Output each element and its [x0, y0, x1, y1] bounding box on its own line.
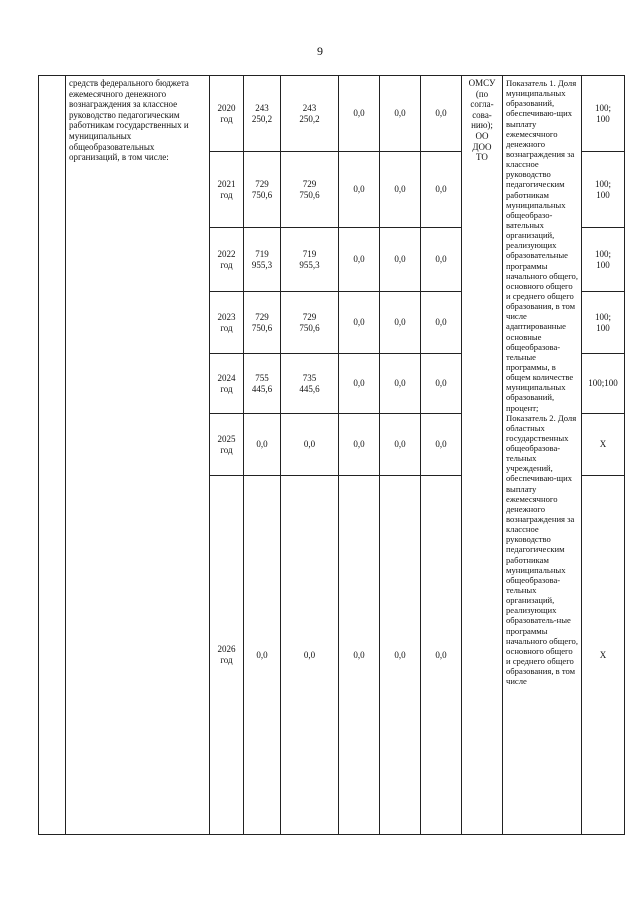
regional-cell: 0,0 [339, 228, 380, 292]
year-cell: 2024 год [210, 354, 244, 414]
regional-cell: 0,0 [339, 414, 380, 476]
regional-cell: 0,0 [339, 152, 380, 228]
blank-column [39, 76, 66, 835]
other-cell: 0,0 [421, 228, 462, 292]
other-cell: 0,0 [421, 354, 462, 414]
federal-cell: 729 750,6 [281, 152, 339, 228]
regional-cell: 0,0 [339, 354, 380, 414]
total-cell: 0,0 [244, 476, 281, 835]
year-cell: 2023 год [210, 292, 244, 354]
year-cell: 2026 год [210, 476, 244, 835]
year-cell: 2020 год [210, 76, 244, 152]
regional-cell: 0,0 [339, 476, 380, 835]
local-cell: 0,0 [380, 152, 421, 228]
local-cell: 0,0 [380, 228, 421, 292]
total-cell: 0,0 [244, 414, 281, 476]
local-cell: 0,0 [380, 476, 421, 835]
indicator-value-cell: X [582, 414, 625, 476]
federal-cell: 729 750,6 [281, 292, 339, 354]
federal-cell: 0,0 [281, 476, 339, 835]
indicator-value-cell: 100; 100 [582, 76, 625, 152]
regional-cell: 0,0 [339, 292, 380, 354]
executor-cell: ОМСУ (по согла- сова- нию); ОО ДОО ТО [462, 76, 503, 835]
other-cell: 0,0 [421, 476, 462, 835]
other-cell: 0,0 [421, 292, 462, 354]
other-cell: 0,0 [421, 152, 462, 228]
local-cell: 0,0 [380, 414, 421, 476]
other-cell: 0,0 [421, 414, 462, 476]
total-cell: 729 750,6 [244, 292, 281, 354]
federal-cell: 719 955,3 [281, 228, 339, 292]
regional-cell: 0,0 [339, 76, 380, 152]
page-number: 9 [317, 44, 323, 58]
federal-cell: 735 445,6 [281, 354, 339, 414]
total-cell: 729 750,6 [244, 152, 281, 228]
indicator-value-cell: 100; 100 [582, 152, 625, 228]
total-cell: 719 955,3 [244, 228, 281, 292]
federal-cell: 243 250,2 [281, 76, 339, 152]
indicator-value-cell: 100; 100 [582, 228, 625, 292]
year-cell: 2025 год [210, 414, 244, 476]
local-cell: 0,0 [380, 292, 421, 354]
local-cell: 0,0 [380, 76, 421, 152]
indicator-value-cell: 100; 100 [582, 292, 625, 354]
federal-cell: 0,0 [281, 414, 339, 476]
description-cell: средств федерального бюджета ежемесячного денежного вознаграждения за классное руководство педагогическим работникам государственных и муниципальных общеобразовательных организаций, в том числе: [66, 76, 210, 835]
other-cell: 0,0 [421, 76, 462, 152]
total-cell: 755 445,6 [244, 354, 281, 414]
year-cell: 2022 год [210, 228, 244, 292]
indicator-value-cell: 100;100 [582, 354, 625, 414]
table-row [39, 76, 625, 152]
year-cell: 2021 год [210, 152, 244, 228]
indicator-value-cell: X [582, 476, 625, 835]
local-cell: 0,0 [380, 354, 421, 414]
total-cell: 243 250,2 [244, 76, 281, 152]
budget-table [38, 75, 625, 835]
indicators-cell: Показатель 1. Доля муниципальных образований, обеспечиваю-щих выплату ежемесячного денежного вознаграждения за классное руководство педагогическим работникам муниципальных общеобразо-вательных организаций, реализующих образовательные программы начального общего, основного общего и среднего общего образования, в том числе адаптированные основные общеобразова-тельные программы, в общем количестве муниципальных образований, процент; Показатель 2. Доля областных государственных общеобразова-тельных учреждений, обеспечиваю-щих выплату ежемесячного денежного вознаграждения за классное руководство педагогическим работникам муниципальных общеобразова-тельных организаций, реализующих образователь-ные программы начального общего, основного общего и среднего общего образования, в том числе [503, 76, 582, 835]
